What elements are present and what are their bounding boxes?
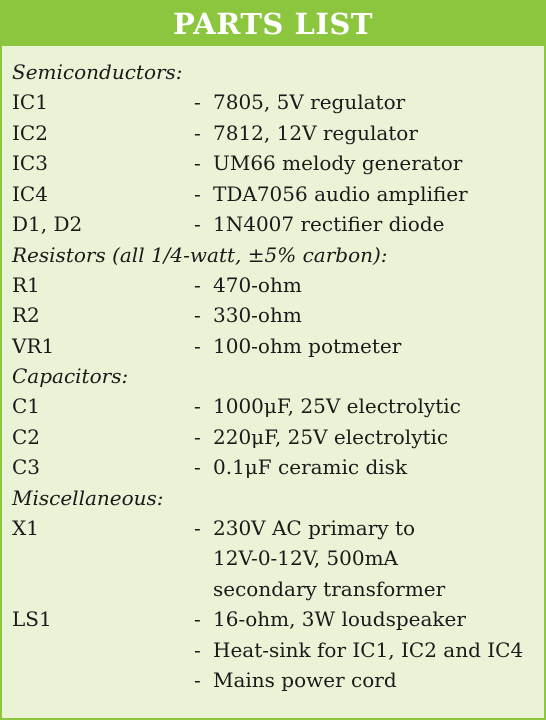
part-description-line: 1N4007 rectifier diode (213, 212, 445, 236)
page-title: PARTS LIST (2, 2, 544, 46)
part-description-line: 0.1μF ceramic disk (213, 455, 408, 479)
part-description-line: 7805, 5V regulator (213, 90, 406, 114)
part-row (12, 331, 544, 362)
part-reference: LS1 (12, 607, 52, 631)
parts-list-body (2, 46, 544, 696)
part-row (12, 513, 544, 605)
part-description-line: secondary transformer (213, 576, 446, 601)
separator-dash: - (194, 120, 201, 145)
part-description (213, 331, 544, 362)
part-row (12, 391, 544, 422)
separator-dash: - (194, 455, 201, 479)
separator-dash: - (194, 637, 201, 662)
part-description (213, 422, 544, 453)
part-row (12, 87, 544, 118)
part-row (12, 604, 544, 635)
part-description (213, 179, 544, 210)
part-description (213, 391, 544, 422)
separator-dash: - (194, 394, 201, 418)
part-row (12, 635, 544, 666)
part-reference: C2 (12, 424, 41, 449)
part-reference: IC2 (12, 120, 48, 145)
part-reference: R1 (12, 272, 40, 297)
part-row (12, 148, 544, 179)
section-heading: Miscellaneous: (12, 485, 164, 510)
separator-dash: - (194, 668, 201, 692)
part-reference: C1 (12, 394, 41, 418)
part-row (12, 179, 544, 210)
separator-dash: - (194, 515, 201, 540)
part-row (12, 118, 544, 149)
separator-dash: - (194, 607, 201, 631)
part-reference: IC1 (12, 90, 48, 114)
part-reference: D1, D2 (12, 212, 83, 236)
part-description-line: 1000μF, 25V electrolytic (213, 394, 461, 418)
part-reference (12, 635, 194, 666)
part-reference: X1 (12, 515, 39, 540)
part-description-line: 16-ohm, 3W loudspeaker (213, 607, 466, 631)
part-description-line: 330-ohm (213, 303, 302, 327)
part-reference: VR1 (12, 333, 55, 358)
section-heading: Semiconductors: (12, 60, 183, 84)
part-description (213, 209, 544, 240)
part-description-line: 12V-0-12V, 500mA (213, 546, 398, 570)
separator-dash: - (194, 212, 201, 236)
part-description (213, 118, 544, 149)
part-reference: R2 (12, 303, 40, 327)
part-description (213, 452, 544, 483)
part-description (213, 300, 544, 331)
part-row (12, 452, 544, 483)
part-description-line: Mains power cord (213, 668, 397, 692)
part-description-line: TDA7056 audio amplifier (213, 181, 468, 206)
part-description-line: 100-ohm potmeter (213, 333, 402, 358)
separator-dash: - (194, 90, 201, 114)
part-reference: IC3 (12, 151, 48, 175)
separator-dash: - (194, 272, 201, 297)
part-description (213, 87, 544, 118)
section-heading: Capacitors: (12, 364, 129, 388)
part-description-line: Heat-sink for IC1, IC2 and IC4 (213, 637, 524, 662)
section-heading: Resistors (all 1/4-watt, ±5% carbon): (12, 242, 388, 267)
part-description (213, 513, 544, 605)
separator-dash: - (194, 424, 201, 449)
part-row (12, 209, 544, 240)
part-row (12, 422, 544, 453)
part-description (213, 270, 544, 301)
separator-dash: - (194, 303, 201, 327)
separator-dash: - (194, 151, 201, 175)
part-reference: C3 (12, 455, 41, 479)
part-description-line: UM66 melody generator (213, 151, 463, 175)
part-description-line: 230V AC primary to (213, 515, 416, 540)
part-description (213, 635, 544, 666)
part-description-line: 220μF, 25V electrolytic (213, 424, 449, 449)
part-description (213, 665, 544, 696)
part-description (213, 148, 544, 179)
part-description-line: 470-ohm (213, 272, 302, 297)
separator-dash: - (194, 333, 201, 358)
part-row (12, 300, 544, 331)
part-row (12, 665, 544, 696)
part-description-line: 7812, 12V regulator (213, 120, 418, 145)
part-reference: IC4 (12, 181, 48, 206)
part-reference (12, 665, 194, 696)
part-description (213, 604, 544, 635)
part-row (12, 270, 544, 301)
separator-dash: - (194, 181, 201, 206)
